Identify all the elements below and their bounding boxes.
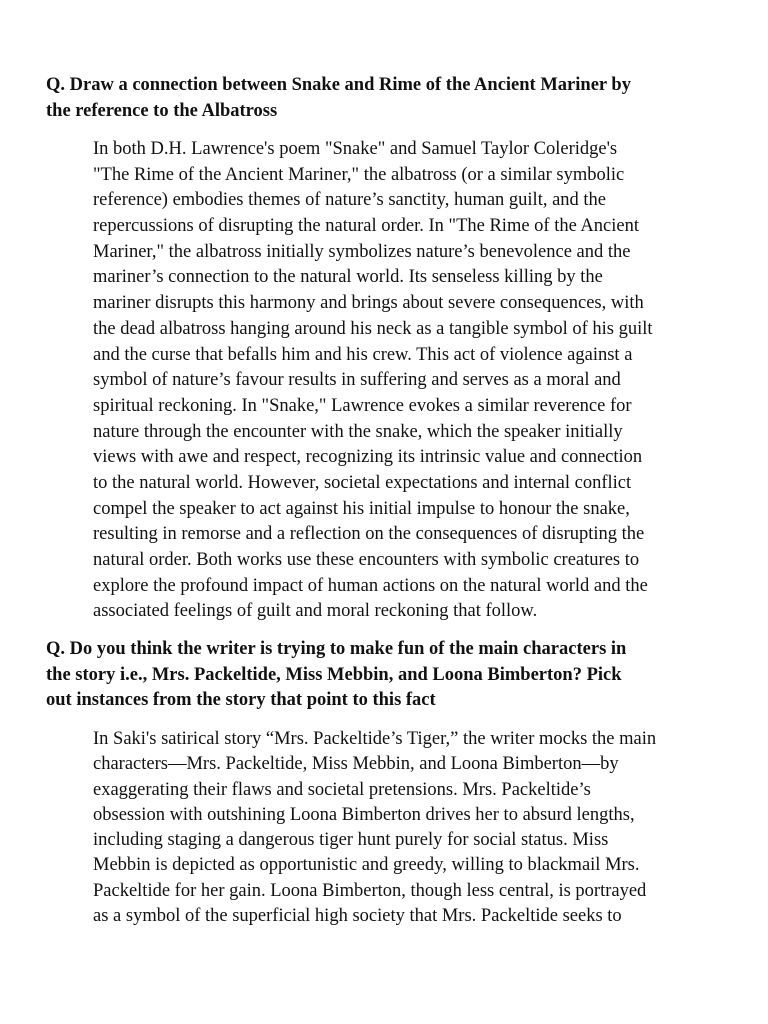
text-line: obsession with outshining Loona Bimberton drives her to absurd lengths, (93, 804, 635, 825)
text-line: including staging a dangerous tiger hunt purely for social status. Miss (93, 830, 609, 851)
answer-2-paragraph (93, 727, 656, 929)
text-line: to the natural world. However, societal expectations and internal conflict (93, 472, 632, 493)
text-line: the story i.e., Mrs. Packeltide, Miss Mebbin, and Loona Bimberton? Pick (46, 664, 622, 685)
answer-1-paragraph (93, 137, 653, 625)
text-line: repercussions of disrupting the natural order. In "The Rime of the Ancient (93, 216, 639, 237)
text-line: "The Rime of the Ancient Mariner," the albatross (or a similar symbolic (93, 164, 625, 185)
text-line: compel the speaker to act against his initial impulse to honour the snake, (93, 498, 630, 519)
text-line: mariner’s connection to the natural world. Its senseless killing by the (93, 267, 603, 288)
text-line: Mariner," the albatross initially symbolizes nature’s benevolence and the (93, 241, 631, 262)
text-line: the reference to the Albatross (46, 100, 278, 121)
text-line: reference) embodies themes of nature’s sanctity, human guilt, and the (93, 190, 607, 211)
text-line: Mebbin is depicted as opportunistic and greedy, willing to blackmail Mrs. (93, 855, 640, 876)
question-1-heading (46, 73, 631, 124)
text-line: out instances from the story that point to this fact (46, 690, 436, 711)
text-line: symbol of nature’s favour results in suffering and serves as a moral and (93, 370, 621, 391)
text-line: spiritual reckoning. In "Snake," Lawrence evokes a similar reverence for (93, 395, 632, 416)
text-line: the dead albatross hanging around his neck as a tangible symbol of his guilt (93, 318, 653, 339)
text-line: Q. Do you think the writer is trying to make fun of the main characters in (46, 639, 627, 659)
text-line: Packeltide for her gain. Loona Bimberton, though less central, is portrayed (93, 880, 647, 901)
text-line: and the curse that befalls him and his crew. This act of violence against a (93, 344, 633, 365)
text-line: Q. Draw a connection between Snake and Rime of the Ancient Mariner by (46, 75, 631, 95)
text-line: mariner disrupts this harmony and brings about severe consequences, with (93, 293, 644, 314)
text-line: In Saki's satirical story “Mrs. Packeltide’s Tiger,” the writer mocks the main (93, 729, 657, 749)
text-line: natural order. Both works use these encounters with symbolic creatures to (93, 550, 640, 570)
text-line: resulting in remorse and a reflection on the consequences of disrupting the (93, 524, 645, 545)
text-line: views with awe and respect, recognizing its intrinsic value and connection (93, 447, 643, 468)
text-line: explore the profound impact of human actions on the natural world and the (93, 575, 648, 596)
text-line: characters—Mrs. Packeltide, Miss Mebbin, and Loona Bimberton—by (93, 754, 619, 775)
question-2-heading (46, 637, 626, 714)
text-line: associated feelings of guilt and moral reckoning that follow. (93, 601, 538, 622)
text-line: exaggerating their flaws and societal pretensions. Mrs. Packeltide’s (93, 779, 591, 800)
text-line: In both D.H. Lawrence's poem "Snake" and Samuel Taylor Coleridge's (93, 139, 618, 159)
text-line: as a symbol of the superficial high society that Mrs. Packeltide seeks to (93, 906, 622, 927)
text-line: nature through the encounter with the snake, which the speaker initially (93, 421, 623, 442)
